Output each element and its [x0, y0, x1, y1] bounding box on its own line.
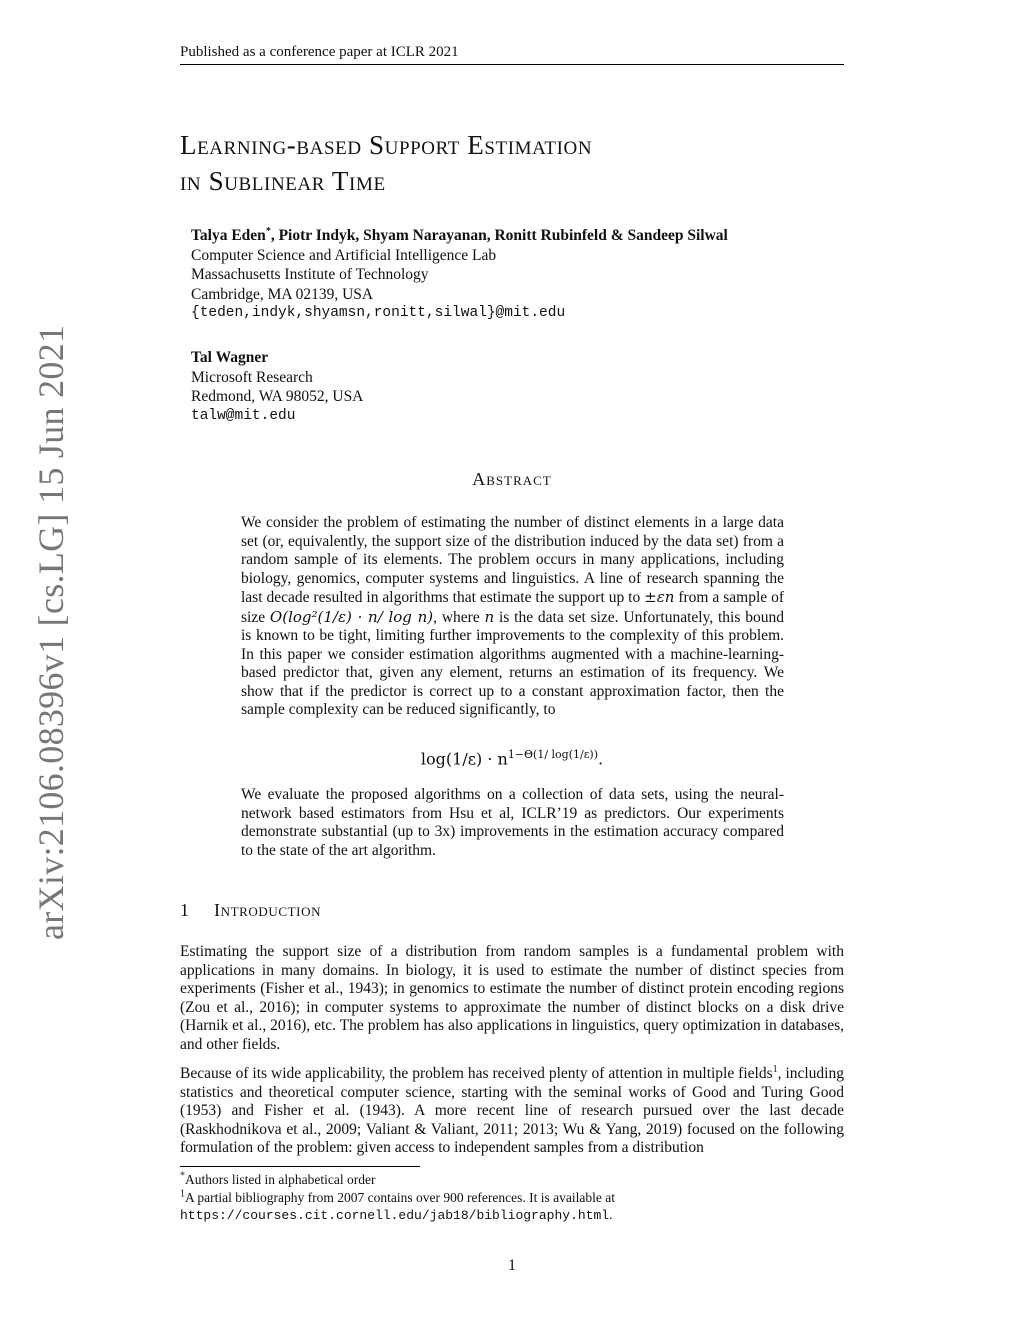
introduction-paragraph-2: Because of its wide applicability, the problem has received plenty of attention in multiple fields$^1$, including statistics and theoretical computer science, starting with the seminal works of Good and Turing Good (1953) and Fisher et al. (1943). A more recent line of research pursued over the last decade (Raskhodnikova et al., 2009; Valiant & Valiant, 2011; 2013; Wu & Yang, 2019) focused on the following formulation of the problem: given access to independent samples from a distribution [180, 1063, 844, 1156]
author-names: Talya Eden*, Piotr Indyk, Shyam Narayanan, Ronitt Rubinfeld & Sandeep Silwal [191, 225, 728, 244]
bibliography-link[interactable]: https://courses.cit.cornell.edu/jab18/bibliography.html [180, 1208, 610, 1223]
section-heading-introduction [180, 900, 321, 921]
math-inline: ±εn [644, 588, 675, 606]
footnote-rule [180, 1166, 420, 1167]
author-block-mit [191, 226, 728, 324]
arxiv-identifier-stamp: arXiv:2106.08396v1 [cs.LG] 15 Jun 2021 [31, 324, 71, 940]
running-header: Published as a conference paper at ICLR 2021 [180, 44, 459, 60]
abstract-paragraph-2: We evaluate the proposed algorithms on a collection of data sets, using the neural-network based estimators from Hsu et al, ICLR’19 as predictors. Our experiments demonstrate substantial (up to 3x) improvements in the estimation accuracy compared to the state of the art algorithm. [241, 786, 784, 859]
abstract-paragraph-1: We consider the problem of estimating the number of distinct elements in a large data set (or, equivalently, the support size of the distribution induced by the data set) from a random sample of its elements. The problem occurs in many applications, including biology, genomics, computer systems and linguistics. A line of research spanning the last decade resulted in algorithms that estimate the support up to ±εn from a sample of size O(log²(1/ε) · n/ log n), where n is the data set size. Unfortunately, this bound is known to be tight, limiting further improvements to the complexity of this problem. In this paper we consider estimation algorithms augmented with a machine-learning-based predictor that, given any element, returns an estimation of its frequency. We show that if the predictor is correct up to a constant approximation factor, then the sample complexity can be reduced significantly, to [241, 514, 784, 718]
footnote-2: $^1$A partial bibliography from 2007 contains over 900 references. It is available at https://courses.cit.cornell.edu/jab18/bibliography.html. [180, 1188, 615, 1223]
paper-title-line-1: Learning-based Support Estimation [180, 130, 593, 160]
introduction-paragraph-1: Estimating the support size of a distribution from random samples is a fundamental problem with applications in many domains. In biology, it is used to estimate the number of distinct species from experiments (Fisher et al., 1943); in genomics to estimate the number of distinct protein encoding regions (Zou et al., 2016); in computer systems to approximate the number of distinct blocks on a disk drive (Harnik et al., 2016), etc. The problem has also applications in linguistics, query optimization in databases, and other fields. [180, 943, 844, 1053]
paper-title-line-2: in Sublinear Time [180, 166, 386, 196]
affiliation-institute: Massachusetts Institute of Technology [191, 266, 429, 283]
affiliation-address: Redmond, WA 98052, USA [191, 388, 364, 405]
affiliation-lab: Computer Science and Artificial Intelligence Lab [191, 246, 497, 264]
affiliation: Microsoft Research [191, 368, 313, 386]
math-inline: n [484, 607, 495, 626]
footnote-marker: 1 [772, 1063, 778, 1075]
header-rule [180, 64, 844, 65]
section-number: 1 [180, 900, 190, 920]
footnote-1: *Authors listed in alphabetical order [180, 1170, 376, 1187]
abstract-equation: $\log(1/\varepsilon) \cdot n^{1-\Theta(1/ log(1/\varepsilon))}$. [420, 748, 604, 769]
math-inline: O(log²(1/ε) · n/ log n) [269, 607, 434, 626]
footnote-marker: * [265, 225, 271, 237]
author-block-microsoft [191, 348, 363, 426]
author-emails: {teden,indyk,shyamsn,ronitt,silwal}@mit.edu [191, 305, 566, 321]
page-number: 1 [508, 1257, 516, 1274]
abstract-heading: Abstract [472, 469, 552, 489]
section-title: Introduction [214, 900, 322, 920]
author-email: talw@mit.edu [191, 407, 296, 424]
author-name: Tal Wagner [191, 349, 269, 366]
affiliation-address: Cambridge, MA 02139, USA [191, 285, 374, 303]
